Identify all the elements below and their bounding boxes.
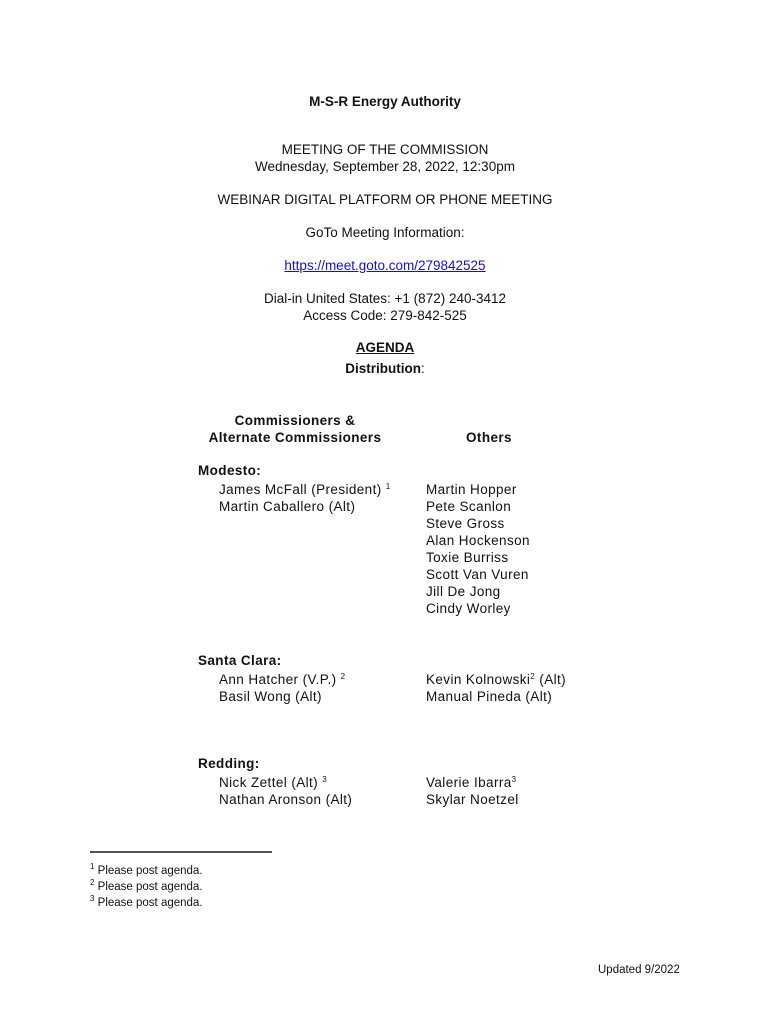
commissioners-list [219,775,352,809]
meeting-platform: WEBINAR DIGITAL PLATFORM OR PHONE MEETING [217,192,553,207]
footnote [90,894,203,909]
person-name: Nathan Aronson (Alt) [219,792,353,807]
list-item [219,482,391,499]
city-heading: Santa Clara: [198,653,282,668]
footnote-ref: 1 [385,482,391,491]
list-item [426,584,530,601]
footnote-divider [90,851,272,853]
dial-in: Dial-in United States: +1 (872) 240-3412 [263,291,507,306]
list-item [219,672,346,689]
person-name: Skylar Noetzel [426,792,519,807]
footnote [90,862,203,877]
goto-meeting-link[interactable]: https://meet.goto.com/279842525 [284,258,486,273]
footnote-text: Please post agenda. [97,881,203,893]
agenda-heading: AGENDA [355,340,415,355]
person-name: Martin Hopper [426,482,517,497]
commissioners-header-line1: Commissioners & [234,413,356,428]
footnote-ref: 2 [530,672,536,681]
list-item [426,550,530,567]
list-item [219,689,346,706]
others-list [426,482,530,618]
person-name: Ann Hatcher (V.P.) [219,672,337,687]
footnote-ref: 2 [340,672,346,681]
list-item [426,482,530,499]
list-item [426,499,530,516]
person-name: Toxie Burriss [426,550,509,565]
others-header: Others [466,430,512,445]
person-name: Jill De Jong [426,584,501,599]
meeting-title: MEETING OF THE COMMISSION [281,142,489,157]
person-name: Nick Zettel (Alt) [219,775,319,790]
person-name: Basil Wong (Alt) [219,689,322,704]
commissioners-header [195,413,395,445]
list-item [426,601,530,618]
list-item [426,516,530,533]
footnote-ref: 3 [511,775,517,784]
list-item [426,689,566,706]
footnote-number: 3 [90,894,95,903]
person-name: Martin Caballero (Alt) [219,499,356,514]
goto-label: GoTo Meeting Information: [305,225,465,240]
list-item [426,567,530,584]
list-item [426,792,519,809]
person-suffix: (Alt) [535,672,567,687]
person-name: Kevin Kolnowski [426,672,531,687]
person-name: Cindy Worley [426,601,511,616]
list-item [426,775,519,792]
distribution-colon: : [420,361,425,376]
list-item [219,792,352,809]
list-item [426,533,530,550]
commissioners-header-line2: Alternate Commissioners [208,430,382,445]
meeting-date: Wednesday, September 28, 2022, 12:30pm [255,159,515,174]
city-heading: Modesto: [198,463,262,478]
distribution-label: Distribution [345,361,421,376]
person-name: Pete Scanlon [426,499,512,514]
updated-date: Updated 9/2022 [598,964,680,976]
list-item [426,672,566,689]
others-list [426,775,519,809]
person-name: Alan Hockenson [426,533,530,548]
commissioners-list [219,482,391,516]
footnote-text: Please post agenda. [97,865,203,877]
city-heading: Redding: [198,756,260,771]
footnote-number: 1 [90,862,95,871]
commissioners-list [219,672,346,706]
list-item [219,499,391,516]
others-list [426,672,566,706]
org-title: M-S-R Energy Authority [309,94,461,109]
person-name: Manual Pineda (Alt) [426,689,553,704]
footnote-text: Please post agenda. [97,897,203,909]
person-name: Scott Van Vuren [426,567,529,582]
person-name: Valerie Ibarra [426,775,512,790]
distribution-heading [0,361,770,376]
list-item [219,775,352,792]
access-code: Access Code: 279-842-525 [303,308,467,323]
footnote-number: 2 [90,878,95,887]
footnote [90,878,203,893]
person-name: Steve Gross [426,516,505,531]
footnote-ref: 3 [322,775,328,784]
person-name: James McFall (President) [219,482,382,497]
